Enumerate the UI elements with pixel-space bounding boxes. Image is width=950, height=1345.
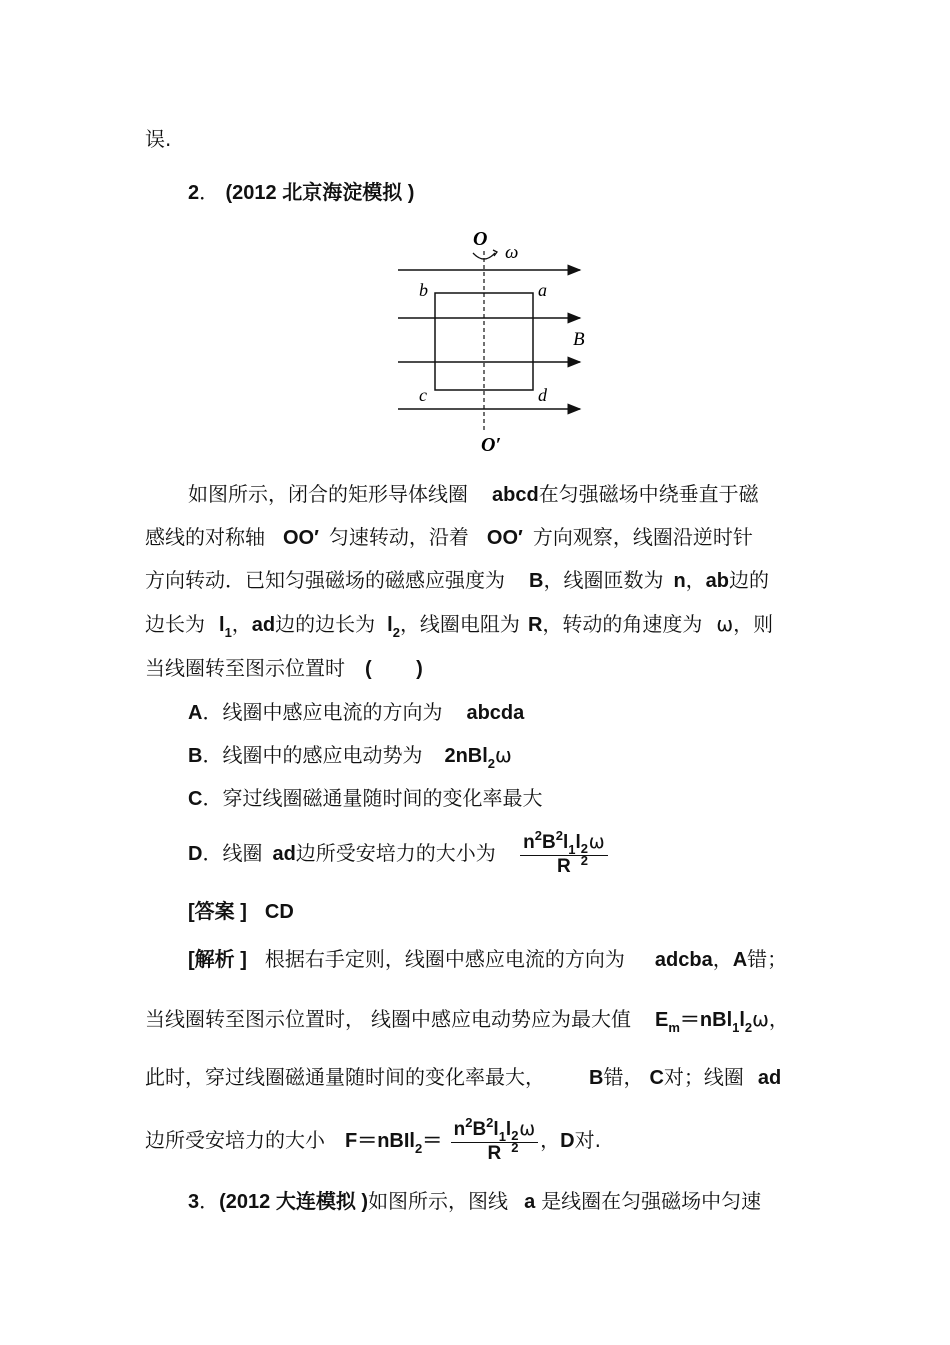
option-a: A．线圈中感应电流的方向为 abcda (188, 700, 525, 724)
axis-label-bottom: O′ (481, 434, 502, 456)
analysis-line-3: 此时，穿过线圈磁通量随时间的变化率最大， B错， C对；线圈 ad (145, 1065, 782, 1089)
stem-line-5: 当线圈转至图示位置时 ( ) (145, 656, 423, 680)
answer-value: CD (264, 901, 294, 923)
field-label-b: B (573, 329, 585, 350)
question-2-heading: 2． (2012 北京海淀模拟 ) (188, 180, 415, 204)
corner-label-b: b (419, 280, 428, 300)
analysis-line-4: 边所受安培力的大小 F＝nBIl$_2$＝ $n^2B^2l_1l$ 2 2 ω R ，D对. (145, 1115, 601, 1164)
corner-label-c: c (419, 385, 427, 405)
ampere-force-fraction: $n^2B^2l_1l$ 2 2 ω R (451, 1118, 539, 1165)
question-number: 2 (188, 182, 200, 204)
stem-line-2: 感线的对称轴 OO′ 匀速转动，沿着 OO′ 方向观察，线圈沿逆时针 (145, 525, 753, 549)
option-b: B．线圈中的感应电动势为 2nBl$_2$ω (188, 743, 512, 771)
option-d-fraction: $n^2B^2l_1l$ 2 2 ω R (520, 831, 608, 878)
analysis-line-1: [解析 ] 根据右手定则，线圈中感应电流的方向为 adcba，A错； (188, 947, 788, 971)
rotating-coil-figure (395, 223, 595, 458)
option-d: D．线圈 ad边所受安培力的大小为 $n^2B^2l_1l$ 2 2 ω R (188, 831, 610, 878)
answer-line (188, 897, 294, 926)
text-fragment: 误. (145, 127, 172, 151)
stem-line-4: 边长为 $l_1$，ad边的边长为 $l_2$，线圈电阻为 R，转动的角速度为 ω，则 (145, 612, 774, 640)
stem-line-3: 方向转动．已知匀强磁场的磁感应强度为 B，线圈匝数为 n，ab边的 (145, 568, 770, 592)
analysis-label: [解析 ] (188, 949, 247, 971)
question-number: 3 (188, 1191, 200, 1213)
analysis-line-2: 当线圈转至图示位置时， 线圈中感应电动势应为最大值 $E_m=nBl_1l_2\omega$， (145, 1007, 789, 1035)
question-source: (2012 北京海淀模拟 ) (225, 182, 415, 204)
omega-label: ω (505, 242, 519, 263)
question-3-heading: 3．(2012 大连模拟 )如图所示，图线 a 是线圈在匀强磁场中匀速 (188, 1189, 762, 1213)
answer-label: [答案 ] (188, 901, 247, 923)
stem-line-1: 如图所示，闭合的矩形导体线圈 abcd在匀强磁场中绕垂直于磁 (188, 482, 759, 506)
axis-label-top: O (473, 228, 488, 250)
option-c: C．穿过线圈磁通量随时间的变化率最大 (188, 786, 543, 810)
corner-label-d: d (538, 385, 547, 405)
corner-label-a: a (538, 280, 547, 300)
